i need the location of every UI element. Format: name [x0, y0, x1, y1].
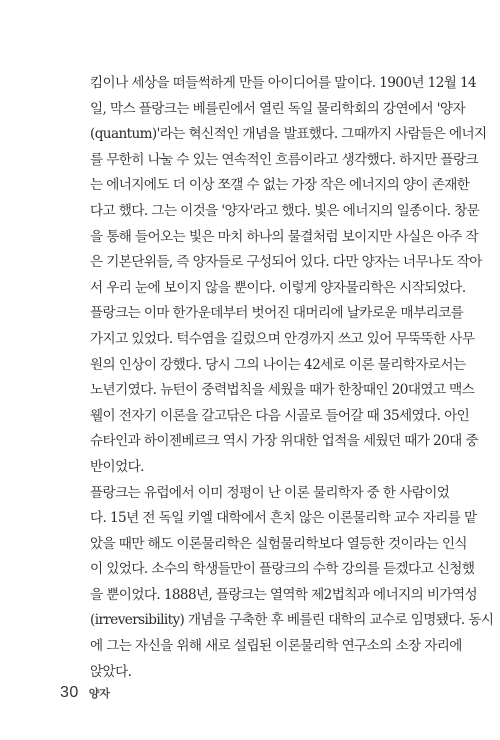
text-line: 를 무한히 나눌 수 있는 연속적인 흐름이라고 생각했다. 하지만 플랑크 — [90, 151, 479, 168]
text-line: 이 있었다. 소수의 학생들만이 플랑크의 수학 강의를 듣겠다고 신청했 — [90, 561, 475, 578]
text-line: 다. 15년 전 독일 키엘 대학에서 흔치 않은 이론물리학 교수 자리를 맡 — [90, 510, 477, 527]
text-line: 플랑크는 유럽에서 이미 정평이 난 이론 물리학자 중 한 사람이었 — [90, 484, 450, 501]
text-line: 일, 막스 플랑크는 베를린에서 열린 독일 물리학회의 강연에서 '양자 — [90, 100, 465, 117]
text-line: 웰이 전자기 이론을 갈고닦은 다음 시골로 들어갈 때 35세였다. 아인 — [90, 407, 470, 424]
text-line: 가지고 있었다. 턱수염을 길렀으며 안경까지 쓰고 있어 무뚝뚝한 사무 — [90, 330, 475, 347]
text-line: 에 그는 자신을 위해 새로 설립된 이론물리학 연구소의 소장 자리에 — [90, 638, 462, 655]
text-line: 노년기였다. 뉴턴이 중력법칙을 세웠을 때가 한창때인 20대였고 맥스 — [90, 382, 475, 399]
text-line: 서 우리 눈에 보이지 않을 뿐이다. 이렇게 양자물리학은 시작되었다. — [90, 279, 466, 296]
text-line: 을 뿐이었다. 1888년, 플랑크는 열역학 제2법칙과 에너지의 비가역성 — [90, 586, 478, 603]
text-line: 다고 했다. 그는 이것을 '양자'라고 했다. 빛은 에너지의 일종이다. 창문 — [90, 202, 480, 219]
text-line: 앉았다. — [90, 663, 132, 680]
text-line: 원의 인상이 강했다. 당시 그의 나이는 42세로 이론 물리학자로서는 — [90, 356, 466, 373]
text-line: 는 에너지에도 더 이상 쪼갤 수 없는 가장 작은 에너지의 양이 존재한 — [90, 177, 470, 194]
text-line: 킴이나 세상을 떠들썩하게 만들 아이디어를 말이다. 1900년 12월 14 — [90, 75, 477, 91]
page-footer — [60, 684, 110, 702]
text-line: 은 기본단위들, 즉 양자들로 구성되어 있다. 다만 양자는 너무나도 작아 — [90, 254, 482, 271]
text-line: 슈타인과 하이젠베르크 역시 가장 위대한 업적을 세웠던 때가 20대 중 — [90, 433, 478, 450]
text-line: 반이었다. — [90, 458, 144, 475]
running-title: 양자 — [88, 688, 111, 700]
text-line: 플랑크는 이마 한가운데부터 벗어진 대머리에 날카로운 매부리코를 — [90, 305, 464, 322]
page-number: 30 — [60, 684, 79, 701]
text-line: 았을 때만 해도 이론물리학은 실험물리학보다 열등한 것이라는 인식 — [90, 535, 467, 552]
text-line: 을 통해 들어오는 빛은 마치 하나의 물결처럼 보이지만 사실은 아주 작 — [90, 228, 479, 245]
body-text — [90, 71, 494, 685]
text-line: (quantum)'라는 혁신적인 개념을 발표했다. 그때까지 사람들은 에너지 — [90, 126, 487, 143]
text-line: (irreversibility) 개념을 구축한 후 베를린 대학의 교수로 임명됐다. 동시 — [90, 612, 494, 629]
